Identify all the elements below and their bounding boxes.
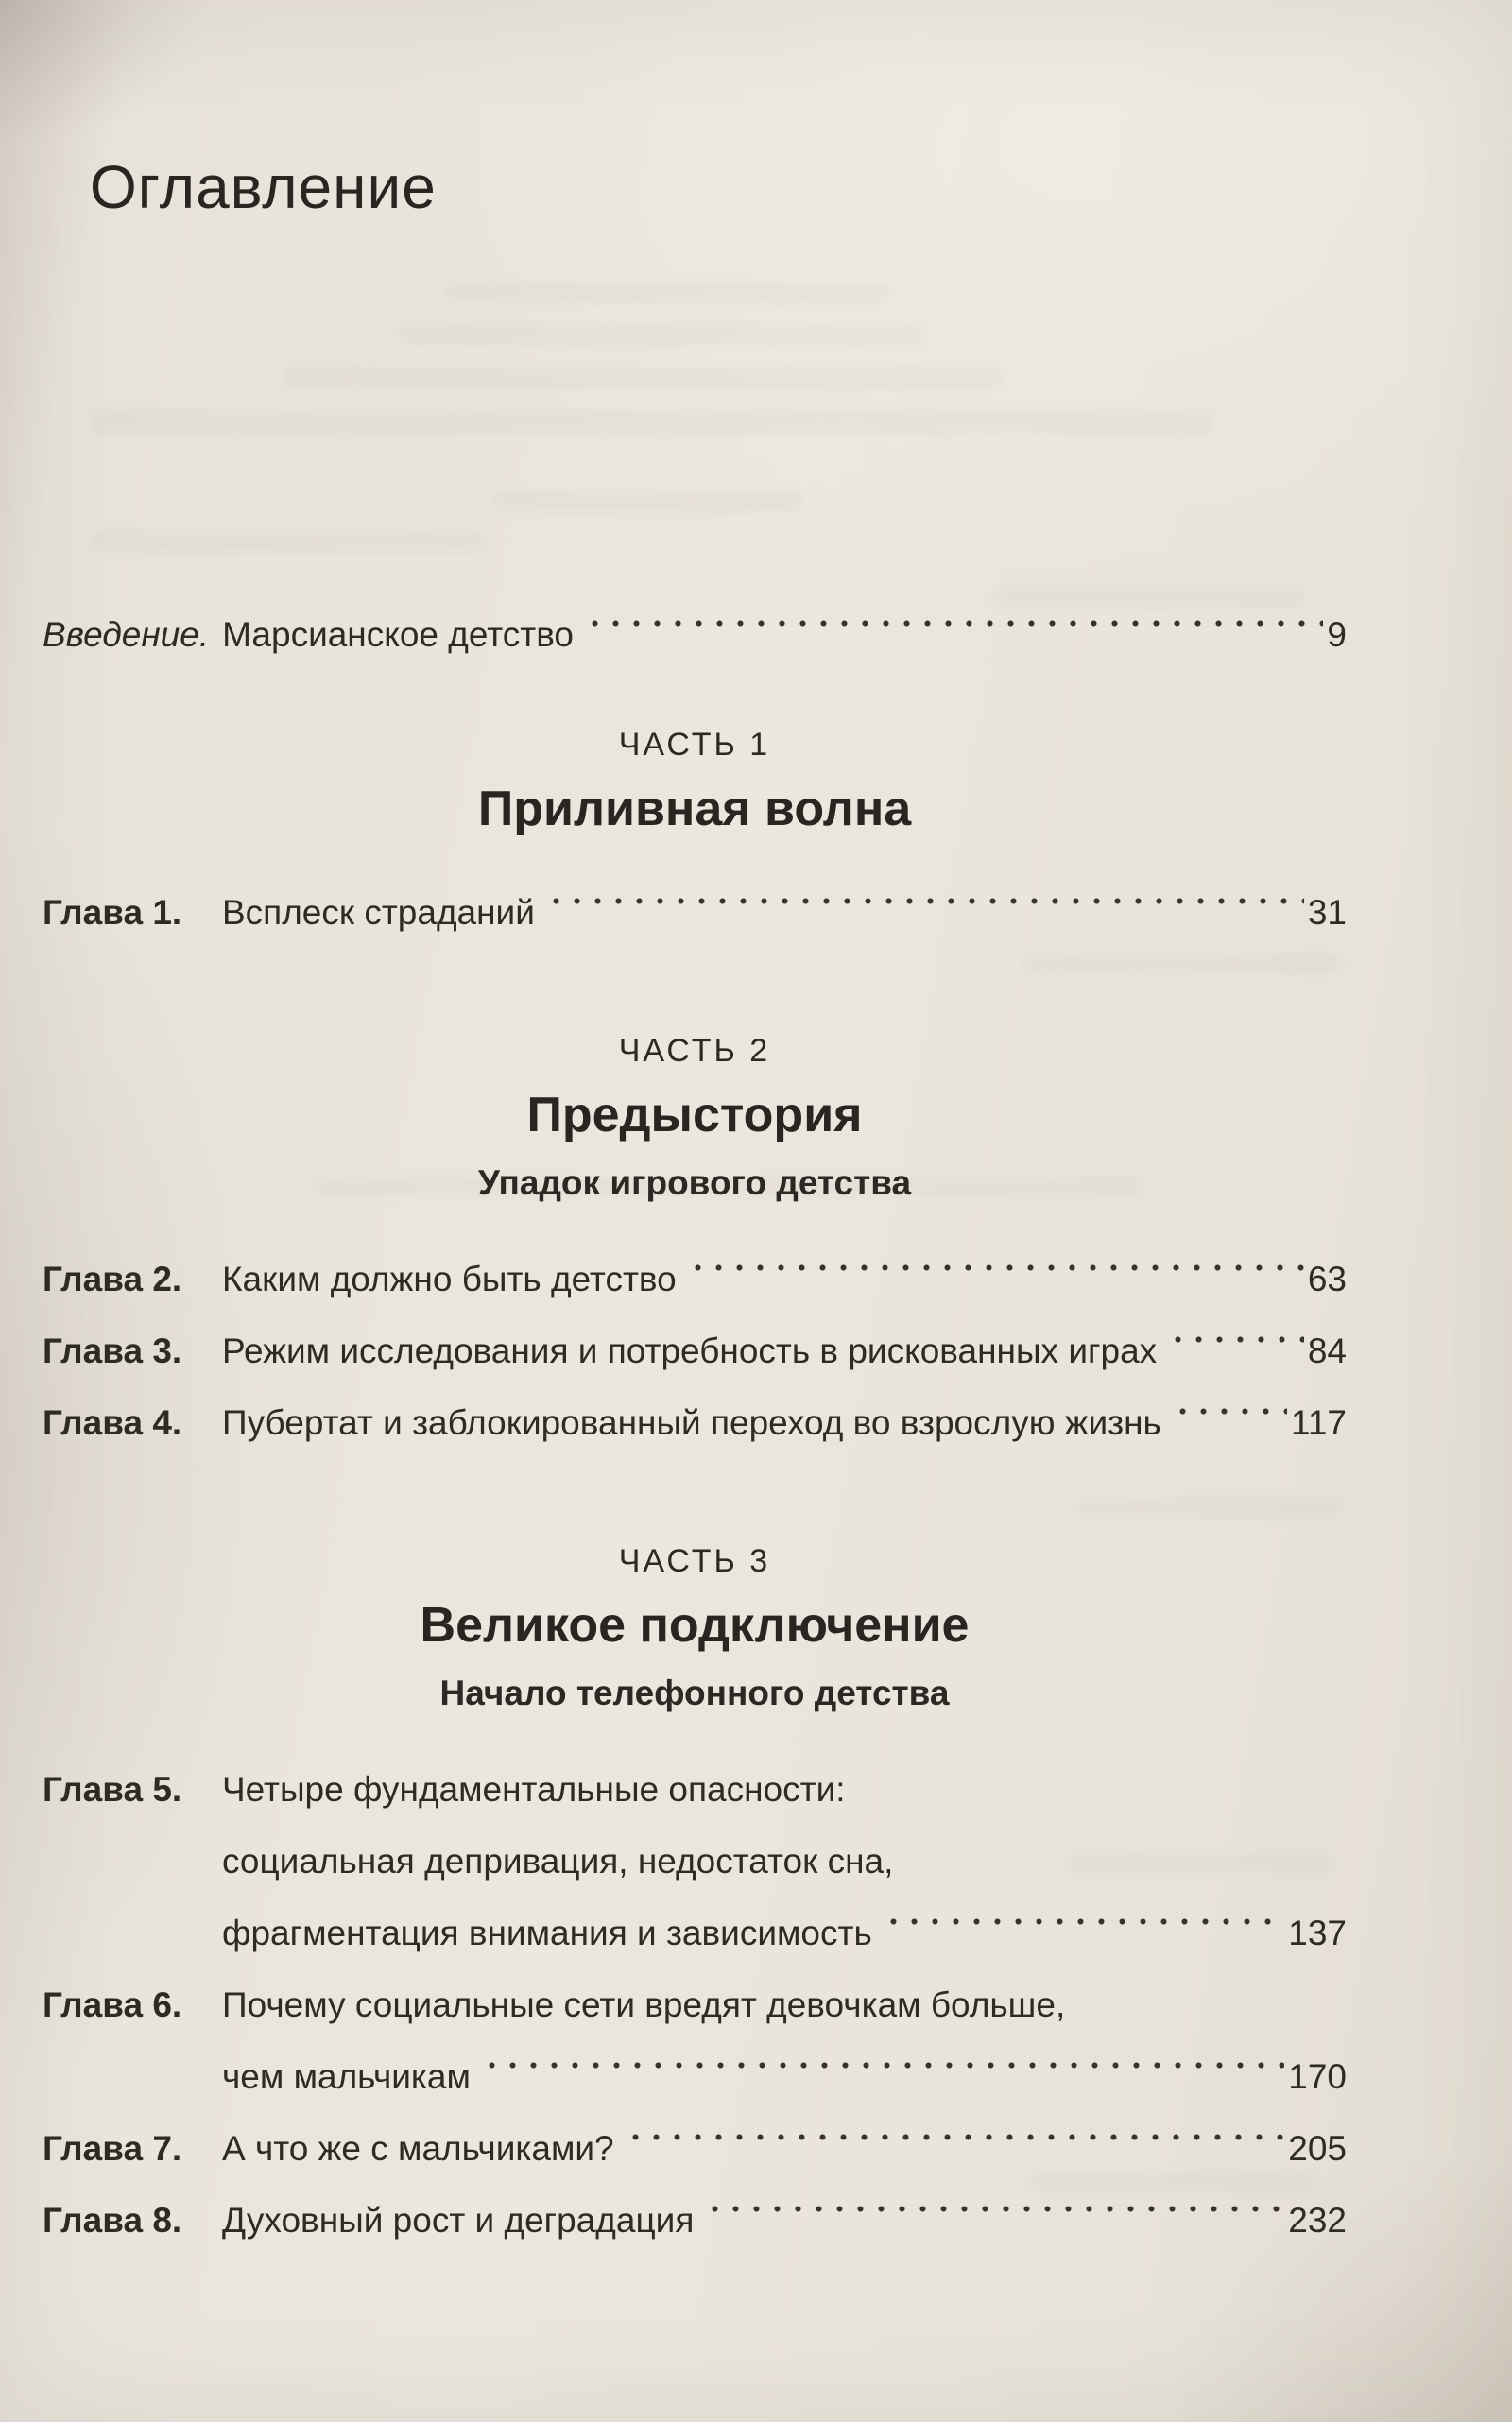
entry-line — [222, 1244, 1347, 1315]
entry-label: Глава 1. — [43, 893, 182, 932]
page-number: 9 — [1327, 615, 1347, 654]
chapter-list — [43, 1754, 1347, 2257]
entry-label: Глава 5. — [43, 1770, 182, 1809]
entry-text: Всплеск страданий — [222, 893, 535, 932]
entry-label: Глава 6. — [43, 1985, 182, 2024]
entry-text: Духовный рост и деградация — [222, 2201, 695, 2240]
toc-part — [43, 1535, 1347, 2257]
entry-label: Глава 7. — [43, 2129, 182, 2168]
entry-text: Каким должно быть детство — [222, 1260, 677, 1298]
entry-line — [222, 1969, 1347, 2041]
toc-entry — [43, 1754, 1347, 1969]
part-subtitle: Начало телефонного детства — [439, 1674, 950, 1712]
toc-entry — [43, 1244, 1347, 1315]
entry-line — [222, 1754, 1347, 1826]
entry-label: Глава 3. — [43, 1331, 182, 1370]
part-title: Предыстория — [526, 1088, 863, 1142]
entry-label: Глава 8. — [43, 2201, 182, 2240]
toc-entry — [43, 877, 1347, 949]
page-number: 31 — [1307, 893, 1347, 932]
entry-body — [222, 1315, 1347, 1387]
toc-entry — [43, 2185, 1347, 2257]
part-title: Великое подключение — [420, 1598, 970, 1653]
entry-text: Пубертат и заблокированный переход во взрослую жизнь — [222, 1403, 1161, 1442]
toc-part — [43, 1024, 1347, 1459]
entry-text: Почему социальные сети вредят девочкам больше, — [222, 1985, 1066, 2024]
entry-line — [222, 1826, 1347, 1898]
page-number: 63 — [1307, 1260, 1347, 1298]
entry-body — [222, 2113, 1347, 2185]
entry-text: фрагментация внимания и зависимость — [222, 1914, 872, 1952]
chapter-list — [43, 877, 1347, 949]
part-kicker: ЧАСТЬ 3 — [618, 1543, 771, 1579]
toc-entry — [43, 1387, 1347, 1459]
entry-line — [222, 1898, 1347, 1969]
toc-entry — [43, 1315, 1347, 1387]
entry-label: Глава 4. — [43, 1403, 182, 1442]
page-number: 137 — [1288, 1914, 1347, 1952]
entry-line — [222, 1387, 1347, 1459]
toc-parts — [43, 718, 1347, 2257]
entry-text: А что же с мальчиками? — [222, 2129, 614, 2168]
entry-title: Марсианское детство — [222, 615, 575, 654]
entry-line — [222, 2185, 1347, 2257]
entry-body — [222, 1244, 1347, 1315]
page-number: 84 — [1307, 1331, 1347, 1370]
entry-text: Режим исследования и потребность в рискованных играх — [222, 1331, 1158, 1370]
chapter-list — [43, 1244, 1347, 1459]
entry-text: Четыре фундаментальные опасности: — [222, 1770, 846, 1809]
toc-entry — [43, 2113, 1347, 2185]
entry-body — [222, 1387, 1347, 1459]
entry-body — [222, 1754, 1347, 1969]
toc-part — [43, 718, 1347, 949]
entry-line — [222, 2041, 1347, 2113]
entry-body — [222, 1969, 1347, 2113]
entry-body — [222, 2185, 1347, 2257]
entry-line — [222, 877, 1347, 949]
toc-entry — [43, 1969, 1347, 2113]
entry-label: Глава 2. — [43, 1260, 182, 1298]
part-title: Приливная волна — [477, 782, 912, 836]
entry-body — [222, 877, 1347, 949]
entry-line — [222, 1315, 1347, 1387]
page-number: 117 — [1291, 1403, 1347, 1442]
page-number: 170 — [1288, 2057, 1347, 2096]
entry-text: социальная депривация, недостаток сна, — [222, 1842, 894, 1881]
part-subtitle: Упадок игрового детства — [477, 1163, 912, 1202]
page-number: 205 — [1288, 2129, 1347, 2168]
entry-text: чем мальчикам — [222, 2057, 471, 2096]
page-number: 232 — [1288, 2201, 1347, 2240]
part-kicker: ЧАСТЬ 2 — [618, 1033, 771, 1069]
intro-label: Введение. — [43, 615, 210, 654]
part-kicker: ЧАСТЬ 1 — [618, 727, 771, 763]
toc-entry-introduction — [43, 599, 1347, 671]
entry-line — [222, 2113, 1347, 2185]
page-title: Оглавление — [90, 153, 437, 221]
